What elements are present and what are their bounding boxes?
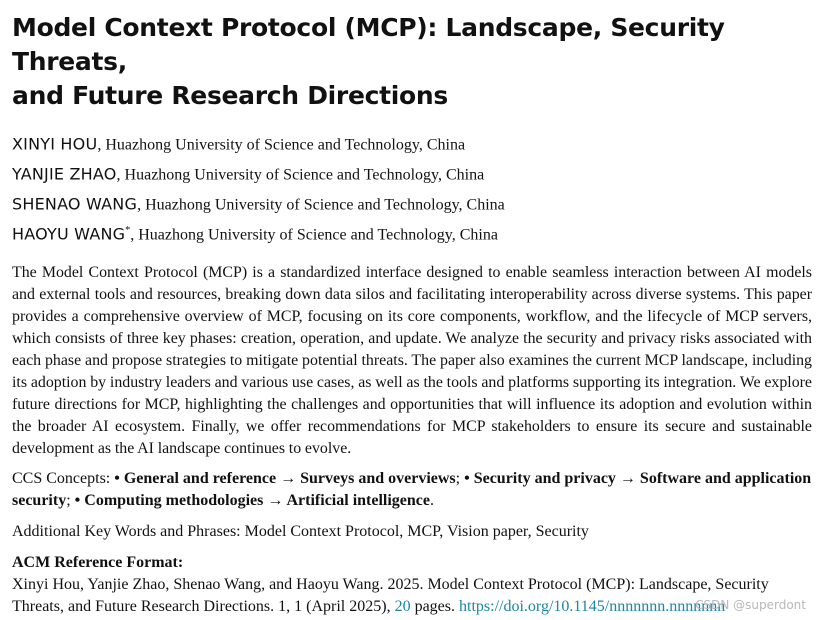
author-entry: YANJIE ZHAO, Huazhong University of Science and Technology, China bbox=[12, 164, 485, 184]
pages-link[interactable]: 20 bbox=[394, 597, 411, 615]
acm-reference-heading: ACM Reference Format: bbox=[12, 553, 184, 571]
author-star: * bbox=[125, 224, 131, 236]
doi-link[interactable]: https://doi.org/10.1145/nnnnnnn.nnnnnnn bbox=[459, 597, 726, 615]
author-name: XINYI HOU bbox=[12, 134, 98, 154]
paper-front-matter bbox=[12, 0, 812, 618]
abstract: The Model Context Protocol (MCP) is a standardized interface designed to enable seamless interaction between AI models and external tools and resources, breaking down data silos and facilitating interoperability across diverse systems. This paper provides a comprehensive overview of MCP, focusing on its core components, workflow, and the lifecycle of MCP servers, which consists of three key phases: creation, operation, and update. We analyze the security and privacy risks associated with each phase and propose strategies to mitigate potential threats. The paper also examines the current MCP landscape, including its adoption by industry leaders and various use cases, as well as the tools and platforms supporting its integration. We explore future directions for MCP, highlighting the challenges and opportunities that will influence its adoption and evolution within the broader AI ecosystem. Finally, we offer recommendations for MCP stakeholders to ensure its secure and sustainable development as the AI landscape continues to evolve. bbox=[12, 263, 812, 457]
paper-title-line1: Model Context Protocol (MCP): Landscape, Security Threats, bbox=[12, 13, 725, 76]
ccs-label: CCS Concepts: bbox=[12, 469, 115, 487]
author-affiliation: Huazhong University of Science and Technology, China bbox=[105, 136, 466, 154]
author-entry: SHENAO WANG, Huazhong University of Science and Technology, China bbox=[12, 194, 505, 214]
paper-title-line2: and Future Research Directions bbox=[12, 81, 448, 110]
paper-title bbox=[12, 11, 812, 113]
pages-suffix: pages. bbox=[410, 597, 459, 615]
ccs-item: • General and reference → Surveys and overviews bbox=[114, 469, 456, 487]
acm-reference-citation bbox=[12, 574, 812, 618]
ccs-item: • Security and privacy → Software and application security bbox=[12, 469, 812, 509]
author-affiliation: Huazhong University of Science and Technology, China bbox=[145, 196, 505, 214]
author-entry: XINYI HOU, Huazhong University of Science and Technology, China bbox=[12, 134, 466, 154]
csdn-watermark: CSDN @superdont bbox=[695, 598, 806, 612]
ccs-concepts bbox=[12, 468, 812, 512]
author-name: HAOYU WANG bbox=[12, 224, 126, 244]
ccs-item: • Computing methodologies → Artificial intelligence bbox=[74, 491, 431, 509]
ccs-end: . bbox=[430, 491, 435, 509]
author-name: YANJIE ZHAO bbox=[12, 164, 117, 184]
author-name: SHENAO WANG bbox=[12, 194, 138, 214]
acm-citation-text: Xinyi Hou, Yanjie Zhao, Shenao Wang, and Haoyu Wang. 2025. Model Context Protocol (MCP): Landscape, Security Threats, and Future Research Directions. 1, 1 (April 2025), bbox=[12, 575, 769, 615]
ccs-separator: ; bbox=[66, 491, 75, 509]
author-list bbox=[12, 128, 812, 248]
ccs-separator: ; bbox=[455, 469, 465, 487]
author-entry: HAOYU WANG*, Huazhong University of Science and Technology, China bbox=[12, 224, 498, 244]
keywords: Additional Key Words and Phrases: Model Context Protocol, MCP, Vision paper, Security bbox=[12, 522, 589, 540]
author-affiliation: Huazhong University of Science and Technology, China bbox=[138, 226, 498, 244]
author-affiliation: Huazhong University of Science and Technology, China bbox=[124, 166, 485, 184]
